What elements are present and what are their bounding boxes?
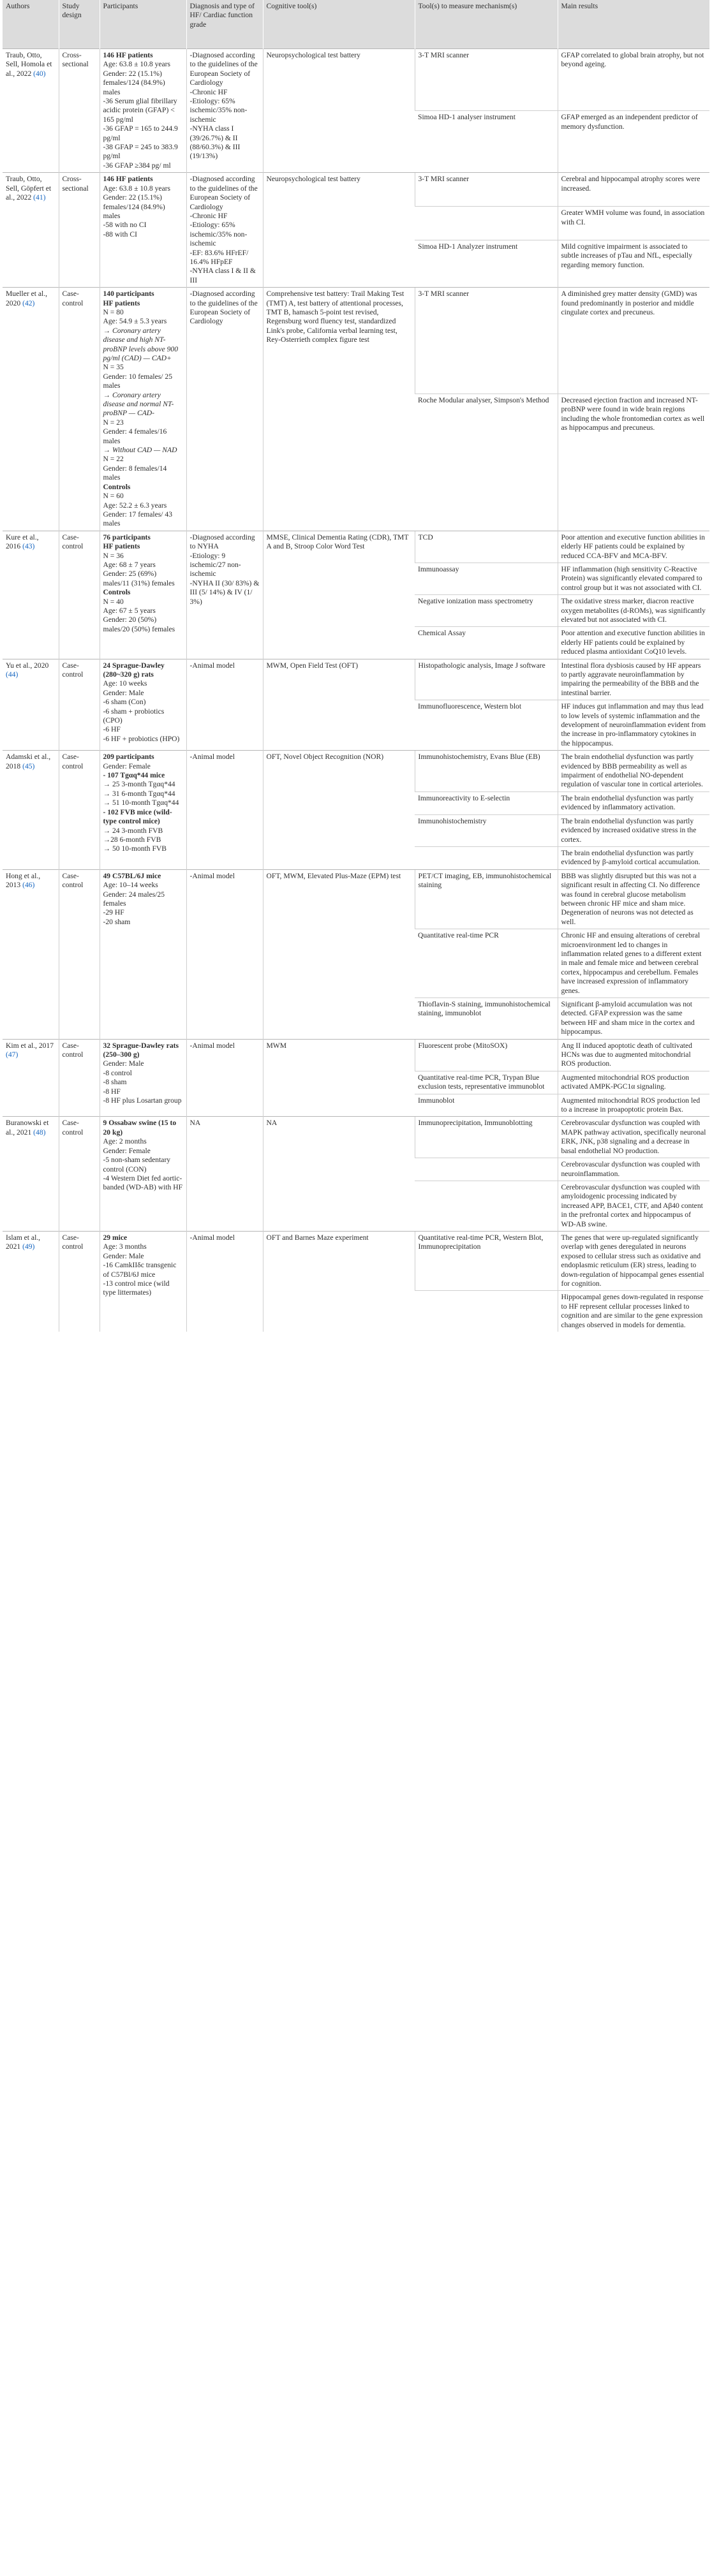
cell-main-result: Poor attention and executive function abilities in elderly HF patients could be explained by reduced CCA-BFV and MCA-BFV.	[558, 531, 709, 563]
diagnosis-line: -Animal model	[189, 871, 235, 880]
cell-mechanism-tool: Immunohistochemistry, Evans Blue (EB)	[415, 751, 558, 792]
diagnosis-line: -Chronic HF	[189, 87, 228, 96]
cell-mechanism-tool: Quantitative real-time PCR, Western Blot, Immunoprecipitation	[415, 1231, 558, 1290]
participants-line: Age: 10 weeks	[103, 679, 147, 688]
author-name: Islam et al., 2021	[6, 1233, 41, 1251]
diagnosis-line: -NYHA class I & II & III	[189, 267, 256, 284]
cell-participants	[100, 1117, 186, 1231]
cell-participants	[100, 173, 186, 288]
participants-line: -13 control mice (wild type littermates)	[103, 1279, 170, 1297]
studies-table	[3, 0, 710, 1332]
cell-author	[3, 531, 59, 659]
participants-line: 49 C57BL/6J mice	[103, 871, 161, 880]
cell-main-result: HF inflammation (high sensitivity C-Reactive Protein) was significantly elevated compared to control group but it was not associated with CI.	[558, 563, 709, 594]
header-mechanism-tools: Tool(s) to measure mechanism(s)	[415, 0, 558, 49]
participants-line: Age: 2 months	[103, 1137, 147, 1146]
participants-line: Gender: Male	[103, 1059, 144, 1068]
cell-participants	[100, 1039, 186, 1117]
diagnosis-line: -EF: 83.6% HFrEF/ 16.4% HFpEF	[189, 248, 249, 266]
cell-mechanism-tool	[415, 1181, 558, 1231]
header-study-design: Study design	[59, 0, 100, 49]
participants-line: -20 sham	[103, 917, 131, 926]
table-row	[3, 869, 709, 929]
cell-mechanism-tool: TCD	[415, 531, 558, 563]
cell-mechanism-tool: Quantitative real-time PCR	[415, 929, 558, 998]
participants-line: -8 HF	[103, 1087, 121, 1096]
participants-line: -36 GFAP ≥384 pg/ ml	[103, 161, 171, 170]
cell-cognitive-tools: NA	[263, 1117, 415, 1231]
participants-line: -5 non-sham sedentary control (CON)	[103, 1156, 171, 1174]
cell-diagnosis	[186, 1117, 263, 1231]
table-row	[3, 49, 709, 111]
participants-line: -29 HF	[103, 908, 124, 917]
cell-study-design: Case-control	[59, 751, 100, 869]
header-diagnosis: Diagnosis and type of HF/ Cardiac function grade	[186, 0, 263, 49]
cell-mechanism-tool: Immunofluorescence, Western blot	[415, 700, 558, 751]
cell-study-design: Case-control	[59, 1117, 100, 1231]
cell-mechanism-tool	[415, 1158, 558, 1181]
cell-main-result: The brain endothelial dysfunction was partly evidenced by β-amyloid cortical accumulation.	[558, 846, 709, 869]
cell-author	[3, 173, 59, 288]
participants-line: → 51 10-month Tgαq*44	[103, 799, 179, 807]
citation-link[interactable]: (40)	[33, 69, 46, 78]
cell-participants	[100, 869, 186, 1039]
participants-line: Age: 10–14 weeks	[103, 881, 158, 890]
cell-author	[3, 49, 59, 173]
participants-line: Gender: 17 females/ 43 males	[103, 510, 172, 528]
cell-participants	[100, 49, 186, 173]
cell-main-result: Ang II induced apoptotic death of cultivated HCNs was due to augmented mitochondrial ROS production.	[558, 1039, 709, 1071]
participants-line: -6 HF + probiotics (HPO)	[103, 734, 180, 743]
cell-participants	[100, 751, 186, 869]
cell-mechanism-tool: Chemical Assay	[415, 627, 558, 659]
participants-line: -36 Serum glial fibrillary acidic protein (GFAP) < 165 pg/ml	[103, 97, 177, 124]
cell-study-design: Cross-sectional	[59, 173, 100, 288]
cell-study-design: Case-control	[59, 1231, 100, 1332]
cell-study-design: Case-control	[59, 659, 100, 751]
cell-main-result: Cerebrovascular dysfunction was coupled with amyloidogenic processing indicated by increased APP, BACE1, CTF, and Aβ40 content in the prefrontal cortex and hippocampus of WD-AB swine.	[558, 1181, 709, 1231]
participants-line: -6 sham + probiotics (CPO)	[103, 707, 165, 725]
participants-line: →28 6-month FVB	[103, 835, 161, 844]
cell-mechanism-tool: PET/CT imaging, EB, immunohistochemical staining	[415, 869, 558, 929]
cell-participants	[100, 659, 186, 751]
diagnosis-line: -Etiology: 9 ischemic/27 non-ischemic	[189, 551, 241, 578]
cell-mechanism-tool: Thioflavin-S staining, immunohistochemical staining, immunoblot	[415, 998, 558, 1040]
participants-line: Gender: 20 (50%) males/20 (50%) females	[103, 615, 175, 633]
cell-mechanism-tool: Immunohistochemistry	[415, 814, 558, 846]
cell-participants	[100, 288, 186, 531]
table-row	[3, 1231, 709, 1290]
cell-mechanism-tool: Simoa HD-1 Analyzer instrument	[415, 240, 558, 288]
cell-mechanism-tool: Immunoblot	[415, 1094, 558, 1117]
cell-main-result: Hippocampal genes down-regulated in response to HF represent cellular processes linked to cognition and are similar to the gene expression changes observed in models for dementia.	[558, 1291, 709, 1332]
participants-line: -8 sham	[103, 1078, 127, 1087]
cell-cognitive-tools: OFT, Novel Object Recognition (NOR)	[263, 751, 415, 869]
cell-cognitive-tools: Neuropsychological test battery	[263, 49, 415, 173]
cell-cognitive-tools: OFT and Barnes Maze experiment	[263, 1231, 415, 1332]
cell-mechanism-tool: 3-T MRI scanner	[415, 288, 558, 394]
participants-line: N = 36	[103, 551, 124, 560]
cell-main-result: The brain endothelial dysfunction was partly evidenced by inflammatory activation.	[558, 791, 709, 814]
cell-mechanism-tool: Negative ionization mass spectrometry	[415, 595, 558, 627]
cell-mechanism-tool	[415, 1291, 558, 1332]
cell-author	[3, 1231, 59, 1332]
participants-line: Gender: 4 females/16 males	[103, 427, 167, 445]
cell-main-result: GFAP correlated to global brain atrophy, but not beyond ageing.	[558, 49, 709, 111]
participants-line: Age: 54.9 ± 5.3 years	[103, 317, 167, 326]
table-body	[3, 49, 709, 1332]
participants-line: Gender: 25 (69%) males/11 (31%) females	[103, 570, 175, 587]
participants-line: N = 35	[103, 363, 124, 372]
participants-line: Controls	[103, 588, 131, 597]
cell-mechanism-tool: Roche Modular analyser, Simpson's Method	[415, 394, 558, 531]
cell-mechanism-tool: Immunoreactivity to E-selectin	[415, 791, 558, 814]
participants-line: N = 22	[103, 455, 124, 464]
cell-cognitive-tools: OFT, MWM, Elevated Plus-Maze (EPM) test	[263, 869, 415, 1039]
citation-link[interactable]: (48)	[33, 1128, 46, 1137]
participants-line: → Coronary artery disease and high NT-proBNP levels above 900 pg/ml (CAD) — CAD+	[103, 326, 179, 362]
participants-line: HF patients	[103, 542, 140, 551]
cell-mechanism-tool: Immunoprecipitation, Immunoblotting	[415, 1117, 558, 1158]
citation-link[interactable]: (41)	[33, 193, 46, 202]
participants-line: 209 participants	[103, 753, 154, 762]
participants-line: → 25 3-month Tgαq*44	[103, 780, 175, 789]
table-row	[3, 531, 709, 563]
header-participants: Participants	[100, 0, 186, 49]
participants-line: -16 CamkIIδc transgenic of C57Bl/6J mice	[103, 1261, 177, 1279]
participants-line: 140 participants	[103, 290, 154, 298]
participants-line: - 102 FVB mice (wild-type control mice)	[103, 807, 172, 826]
cell-author	[3, 659, 59, 751]
participants-line: N = 60	[103, 492, 124, 501]
participants-line: - 107 Tgαq*44 mice	[103, 771, 165, 780]
cell-mechanism-tool	[415, 207, 558, 240]
diagnosis-line: -Animal model	[189, 1041, 235, 1050]
cell-participants	[100, 1231, 186, 1332]
cell-diagnosis	[186, 659, 263, 751]
cell-diagnosis	[186, 869, 263, 1039]
cell-cognitive-tools: Comprehensive test battery: Trail Making Test (TMT) A, test battery of attentional processes, TMT B, hamasch 5-point test revised, Regensburg word fluency test, standardized Link's probe, California verbal learning test, Rey-Osterrieth complex figure test	[263, 288, 415, 531]
cell-author	[3, 1117, 59, 1231]
table-row	[3, 288, 709, 394]
table-row	[3, 1039, 709, 1071]
cell-main-result: Chronic HF and ensuing alterations of cerebral microenvironment led to changes in inflammation related genes to a different extent in male and female mice and between cerebral cortex, hippocampus and cerebellum. Females have increased expression of inflammatory genes.	[558, 929, 709, 998]
author-name: Traub, Otto, Sell, Homola et al., 2022	[6, 51, 52, 78]
citation-link[interactable]: (45)	[22, 762, 35, 770]
cell-mechanism-tool: Fluorescent probe (MitoSOX)	[415, 1039, 558, 1071]
author-name: Yu et al., 2020	[6, 661, 49, 670]
diagnosis-line: -Diagnosed according to the guidelines of the European Society of Cardiology	[189, 290, 258, 326]
author-name: Adamski et al., 2018	[6, 753, 51, 770]
citation-link[interactable]: (49)	[22, 1242, 35, 1251]
participants-line: -38 GFAP = 245 to 383.9 pg/ml	[103, 143, 178, 161]
participants-line: -8 HF plus Losartan group	[103, 1096, 182, 1105]
cell-study-design: Case-control	[59, 531, 100, 659]
participants-line: Controls	[103, 482, 131, 491]
participants-line: Age: 67 ± 5 years	[103, 606, 156, 615]
participants-line: Gender: 22 (15.1%) females/124 (84.9%) males	[103, 193, 165, 220]
diagnosis-line: -NYHA class I (39/26.7%) & II (88/60.3%) & III (19/13%)	[189, 124, 241, 161]
participants-line: HF patients	[103, 298, 140, 307]
cell-author	[3, 751, 59, 869]
cell-cognitive-tools: MMSE, Clinical Dementia Rating (CDR), TMT A and B, Stroop Color Word Test	[263, 531, 415, 659]
table-header-row	[3, 0, 709, 49]
participants-line: Gender: Female	[103, 1146, 151, 1155]
cell-main-result: BBB was slightly disrupted but this was not a significant result in affecting CI. No difference was found in cerebral glucose metabolism between chronic HF mice and sham mice. Degeneration of neurons was not detected as well.	[558, 869, 709, 929]
author-name: Traub, Otto, Sell, Göpfert et al., 2022	[6, 175, 52, 202]
participants-line: 32 Sprague-Dawley rats (250–300 g)	[103, 1041, 179, 1059]
cell-main-result: Poor attention and executive function abilities in elderly HF patients could be explained by reduced plasma antioxidant CoQ10 levels.	[558, 627, 709, 659]
table-row	[3, 173, 709, 207]
cell-main-result: Cerebrovascular dysfunction was coupled with MAPK pathway activation, specifically neuronal ERK, JNK, p38 signaling and a decrease in basal endothelial NO production.	[558, 1117, 709, 1158]
participants-line: 146 HF patients	[103, 51, 153, 59]
citation-link[interactable]: (47)	[6, 1050, 19, 1059]
participants-line: 9 Ossabaw swine (15 to 20 kg)	[103, 1119, 177, 1137]
cell-main-result: Intestinal flora dysbiosis caused by HF appears to partly aggravate neuroinflammation by impairing the permeability of the BBB and the intestinal barrier.	[558, 659, 709, 700]
cell-main-result: The brain endothelial dysfunction was partly evidenced by BBB permeability as well as impairment of endothelial NO-dependent regulation of vascular tone in cortical arterioles.	[558, 751, 709, 792]
participants-line: -6 HF	[103, 725, 121, 734]
author-name: Kim et al., 2017	[6, 1041, 54, 1050]
citation-link[interactable]: (43)	[22, 542, 35, 551]
participants-line: -8 control	[103, 1068, 132, 1077]
diagnosis-line: -NYHA II (30/ 83%) & III (5/ 14%) & IV (1/ 3%)	[189, 578, 260, 606]
cell-participants	[100, 531, 186, 659]
diagnosis-line: -Etiology: 65% ischemic/35% non-ischemic	[189, 97, 248, 124]
participants-line: -6 sham (Con)	[103, 698, 146, 707]
participants-line: Age: 63.8 ± 10.8 years	[103, 184, 171, 193]
header-cognitive-tools: Cognitive tool(s)	[263, 0, 415, 49]
participants-line: Age: 3 months	[103, 1242, 147, 1251]
cell-diagnosis	[186, 1039, 263, 1117]
diagnosis-line: -Chronic HF	[189, 211, 228, 220]
participants-line: Gender: Male	[103, 688, 144, 697]
cell-main-result: Significant β-amyloid accumulation was not detected. GFAP expression was the same between HF and sham mice in the cortex and hippocampus.	[558, 998, 709, 1040]
author-name: Hong et al., 2013	[6, 871, 41, 890]
diagnosis-line: -Animal model	[189, 753, 235, 762]
diagnosis-line: -Diagnosed according to NYHA	[189, 533, 255, 551]
participants-line: → Without CAD — NAD	[103, 446, 177, 455]
participants-line: -58 with no CI	[103, 221, 147, 230]
diagnosis-line: -Animal model	[189, 661, 235, 670]
cell-cognitive-tools: Neuropsychological test battery	[263, 173, 415, 288]
participants-line: → 31 6-month Tgαq*44	[103, 789, 175, 798]
cell-main-result: The genes that were up-regulated significantly overlap with genes deregulated in neurons exposed to cellular stress such as oxidative and endoplasmic reticulum (ER) stress, leading to down-regulation of hippocampal genes essential for cognition.	[558, 1231, 709, 1290]
cell-diagnosis	[186, 288, 263, 531]
diagnosis-line: -Animal model	[189, 1233, 235, 1242]
table-row	[3, 659, 709, 700]
cell-author	[3, 1039, 59, 1117]
table-row	[3, 751, 709, 792]
cell-main-result: Mild cognitive impairment is associated to subtle increases of pTau and NfL, especially regarding memory function.	[558, 240, 709, 288]
participants-line: 24 Sprague-Dawley (280~320 g) rats	[103, 661, 165, 679]
cell-diagnosis	[186, 49, 263, 173]
diagnosis-line: NA	[189, 1119, 201, 1128]
table-row	[3, 1117, 709, 1158]
participants-line: → Coronary artery disease and normal NT-proBNP — CAD-	[103, 390, 174, 418]
cell-study-design: Case-control	[59, 869, 100, 1039]
cell-main-result: Augmented mitochondrial ROS production led to a increase in proapoptotic protein Bax.	[558, 1094, 709, 1117]
cell-diagnosis	[186, 1231, 263, 1332]
cell-main-result: Decreased ejection fraction and increased NT-proBNP were found in wide brain regions including the whole frontomedian cortex as well as hippocampus and precuneus.	[558, 394, 709, 531]
participants-line: N = 23	[103, 418, 124, 427]
citation-link[interactable]: (46)	[22, 881, 35, 890]
cell-main-result: HF induces gut inflammation and may thus lead to low levels of systemic inflammation and the development of neuroinflammation evident from the increase in pro-inflammatory cytokines in the hippocampus.	[558, 700, 709, 751]
participants-line: -4 Western Diet fed aortic-banded (WD-AB) with HF	[103, 1174, 183, 1192]
author-name: Mueller et al., 2020	[6, 290, 48, 307]
cell-mechanism-tool: Simoa HD-1 analyser instrument	[415, 111, 558, 173]
cell-mechanism-tool: 3-T MRI scanner	[415, 173, 558, 207]
author-name: Kure et al., 2016	[6, 533, 39, 551]
cell-mechanism-tool: Quantitative real-time PCR, Trypan Blue exclusion tests, representative immunoblot	[415, 1071, 558, 1094]
cell-study-design: Case-control	[59, 288, 100, 531]
participants-line: Age: 52.2 ± 6.3 years	[103, 501, 167, 510]
cell-diagnosis	[186, 173, 263, 288]
participants-line: Gender: Female	[103, 762, 151, 770]
participants-line: 146 HF patients	[103, 175, 153, 184]
participants-line: N = 40	[103, 597, 124, 606]
cell-author	[3, 869, 59, 1039]
participants-line: Gender: 8 females/14 males	[103, 464, 167, 482]
author-name: Buranowski et al., 2021	[6, 1119, 49, 1137]
cell-main-result: The brain endothelial dysfunction was partly evidenced by increased oxidative stress in the cortex.	[558, 814, 709, 846]
participants-line: Age: 68 ± 7 years	[103, 560, 156, 569]
header-authors: Authors	[3, 0, 59, 49]
cell-diagnosis	[186, 751, 263, 869]
participants-line: Age: 63.8 ± 10.8 years	[103, 60, 171, 69]
cell-study-design: Cross-sectional	[59, 49, 100, 173]
participants-line: → 50 10-month FVB	[103, 844, 167, 853]
cell-cognitive-tools: MWM	[263, 1039, 415, 1117]
cell-main-result: Augmented mitochondrial ROS production activated AMPK-PGC1α signaling.	[558, 1071, 709, 1094]
diagnosis-line: -Etiology: 65% ischemic/35% non-ischemic	[189, 221, 248, 248]
header-main-results: Main results	[558, 0, 709, 49]
participants-line: 29 mice	[103, 1233, 128, 1242]
citation-link[interactable]: (42)	[22, 298, 35, 307]
participants-line: Gender: 22 (15.1%) females/124 (84.9%) males	[103, 69, 165, 96]
diagnosis-line: -Diagnosed according to the guidelines of the European Society of Cardiology	[189, 51, 258, 87]
cell-author	[3, 288, 59, 531]
cell-mechanism-tool	[415, 846, 558, 869]
participants-line: N = 80	[103, 307, 124, 316]
participants-line: 76 participants	[103, 533, 151, 541]
cell-main-result: Cerebrovascular dysfunction was coupled with neuroinflammation.	[558, 1158, 709, 1181]
cell-cognitive-tools: MWM, Open Field Test (OFT)	[263, 659, 415, 751]
cell-mechanism-tool: 3-T MRI scanner	[415, 49, 558, 111]
citation-link[interactable]: (44)	[6, 670, 19, 679]
participants-line: Gender: 10 females/ 25 males	[103, 372, 172, 390]
cell-main-result: Greater WMH volume was found, in association with CI.	[558, 207, 709, 240]
cell-study-design: Case-control	[59, 1039, 100, 1117]
cell-mechanism-tool: Histopathologic analysis, Image J software	[415, 659, 558, 700]
participants-line: Gender: 24 males/25 females	[103, 890, 165, 908]
cell-main-result: Cerebral and hippocampal atrophy scores were increased.	[558, 173, 709, 207]
participants-line: Gender: Male	[103, 1251, 144, 1260]
participants-line: -36 GFAP = 165 to 244.9 pg/ml	[103, 124, 178, 142]
diagnosis-line: -Diagnosed according to the guidelines of the European Society of Cardiology	[189, 175, 258, 211]
cell-main-result: GFAP emerged as an independent predictor of memory dysfunction.	[558, 111, 709, 173]
cell-mechanism-tool: Immunoassay	[415, 563, 558, 594]
cell-main-result: The oxidative stress marker, diacron reactive oxygen metabolites (d-ROMs), was significantly elevated but not associated with CI.	[558, 595, 709, 627]
participants-line: → 24 3-month FVB	[103, 826, 163, 835]
cell-main-result: A diminished grey matter density (GMD) was found predominantly in posterior and middle cingulate cortex and precuneus.	[558, 288, 709, 394]
participants-line: -88 with CI	[103, 230, 137, 239]
cell-diagnosis	[186, 531, 263, 659]
